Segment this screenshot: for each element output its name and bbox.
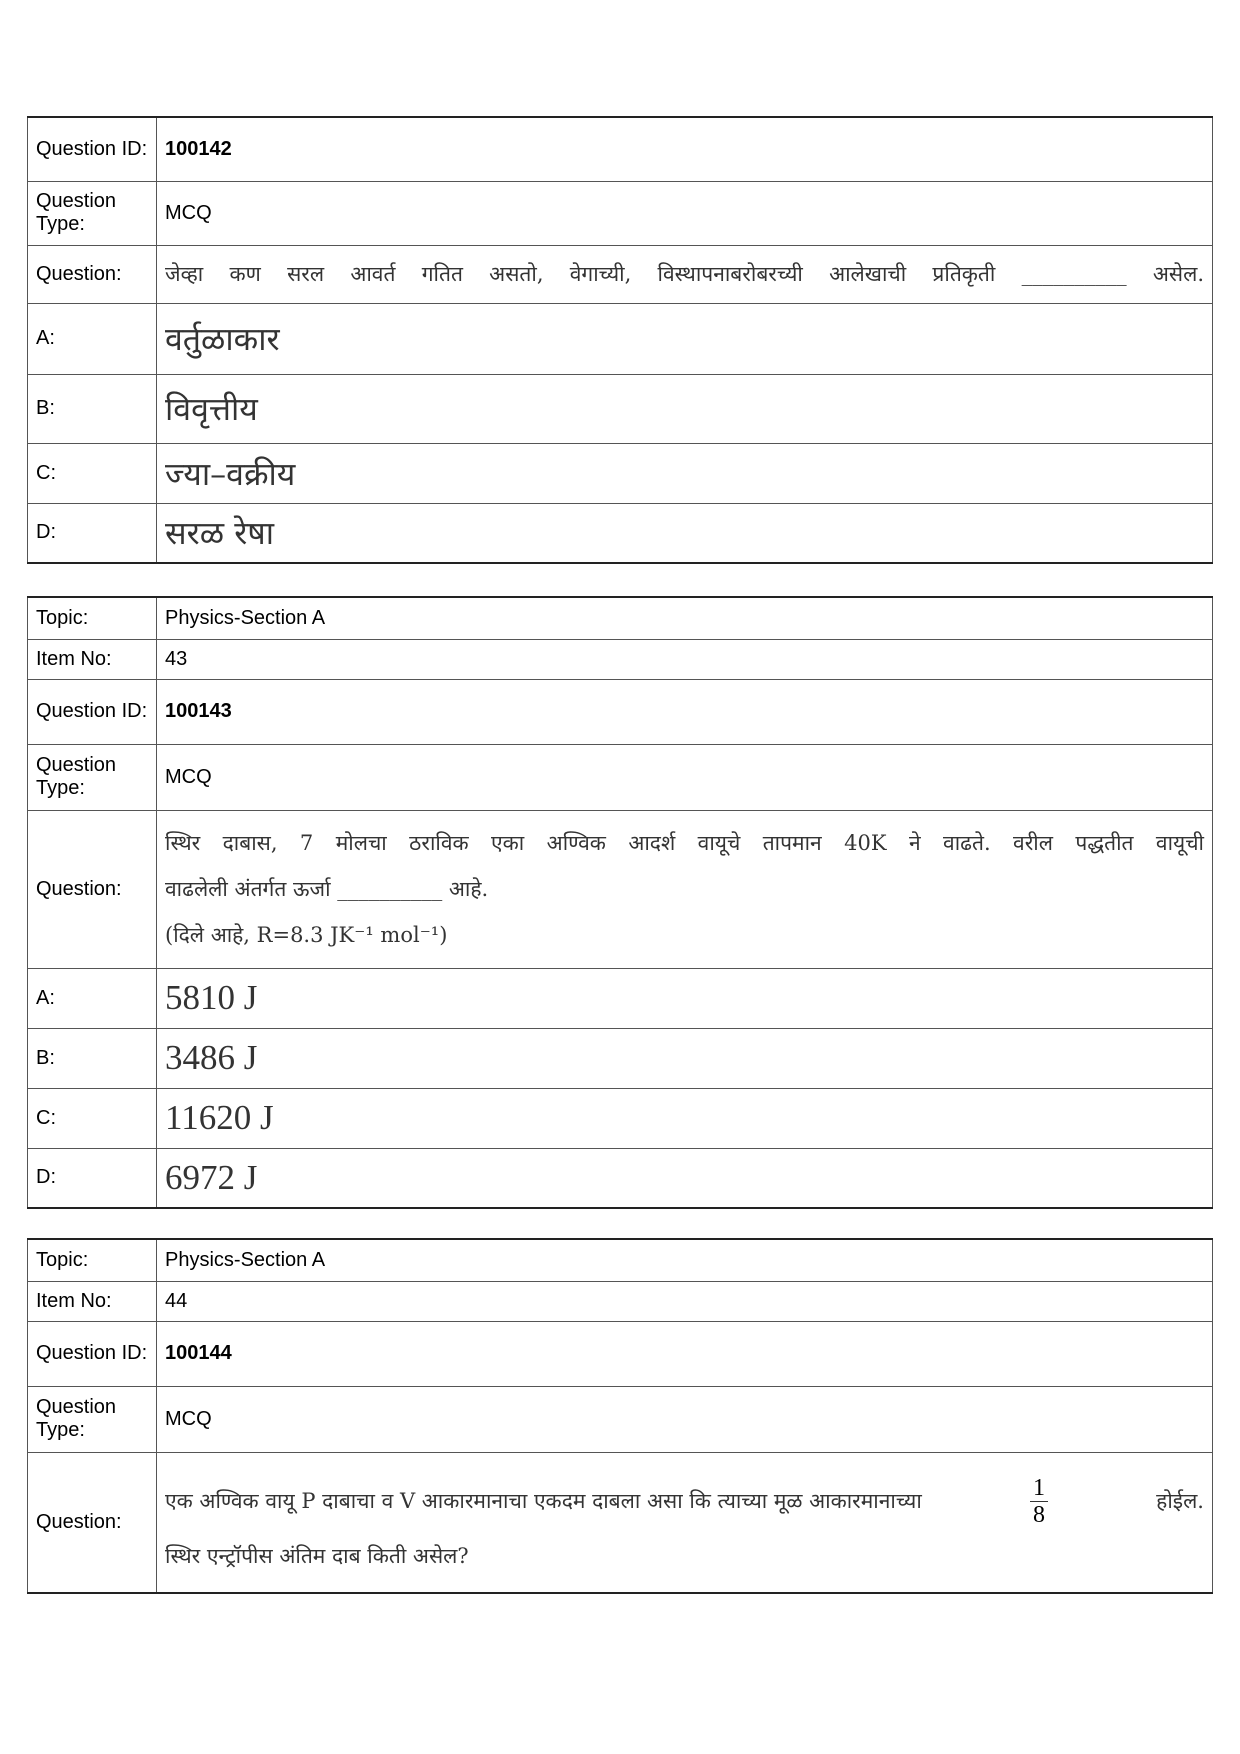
- question-id-label: Question ID:: [28, 1321, 157, 1386]
- option-a-text: 5810 J: [165, 978, 258, 1017]
- question-id-label: Question ID:: [28, 679, 157, 744]
- question-id-label: Question ID:: [28, 117, 157, 181]
- fraction-denominator: 8: [1032, 1501, 1045, 1528]
- option-d: [157, 1148, 1213, 1208]
- option-b-label: B:: [28, 374, 157, 443]
- option-c-label: C:: [28, 1088, 157, 1148]
- option-c-text: 11620 J: [165, 1098, 274, 1137]
- question-type-value: MCQ: [157, 744, 1213, 810]
- question-table-100142: [27, 116, 1213, 564]
- option-c-label: C:: [28, 443, 157, 503]
- question-text-line-1: [165, 1475, 1204, 1528]
- item-no-label: Item No:: [28, 1281, 157, 1321]
- question-text: [157, 1452, 1213, 1593]
- option-a-text: वर्तुळाकार: [165, 320, 280, 358]
- question-text-line-3: (दिले आहे, R=8.3 JK⁻¹ mol⁻¹): [165, 923, 448, 947]
- option-d-text: सरळ रेषा: [165, 514, 275, 553]
- item-no-label: Item No:: [28, 639, 157, 679]
- fraction-numerator: 1: [1030, 1475, 1048, 1502]
- question-text-line-1-after: होईल.: [1156, 1489, 1204, 1514]
- question-type-value: MCQ: [157, 181, 1213, 245]
- topic-label: Topic:: [28, 1239, 157, 1281]
- question-text: [157, 810, 1213, 968]
- question-type-value: MCQ: [157, 1386, 1213, 1452]
- topic-value: Physics-Section A: [157, 1239, 1213, 1281]
- option-b-text: विवृत्तीय: [165, 390, 258, 428]
- question-text-line-2: वाढलेली अंतर्गत ऊर्जा __________ आहे.: [165, 877, 489, 901]
- question-type-label: Question Type:: [28, 744, 157, 810]
- question-text-line-2: स्थिर एन्ट्रॉपीस अंतिम दाब किती असेल?: [165, 1543, 469, 1568]
- question-type-label: Question Type:: [28, 1386, 157, 1452]
- item-no-value: 43: [157, 639, 1213, 679]
- question-id-value: 100144: [157, 1321, 1213, 1386]
- question-table-100143: [27, 596, 1213, 1209]
- option-c: [157, 1088, 1213, 1148]
- item-no-value: 44: [157, 1281, 1213, 1321]
- question-id-value: 100142: [157, 117, 1213, 181]
- option-d-label: D:: [28, 1148, 157, 1208]
- option-b-label: B:: [28, 1028, 157, 1088]
- question-table-100144: [27, 1238, 1213, 1594]
- topic-value: Physics-Section A: [157, 597, 1213, 639]
- option-c-text: ज्या–वक्रीय: [165, 454, 296, 493]
- question-label: Question:: [28, 245, 157, 303]
- question-id-value: 100143: [157, 679, 1213, 744]
- option-b: [157, 374, 1213, 443]
- option-d: [157, 503, 1213, 563]
- option-b-text: 3486 J: [165, 1038, 258, 1077]
- option-a-label: A:: [28, 303, 157, 374]
- option-d-text: 6972 J: [165, 1157, 258, 1197]
- question-type-label: Question Type:: [28, 181, 157, 245]
- option-b: [157, 1028, 1213, 1088]
- option-a: [157, 968, 1213, 1028]
- question-label: Question:: [28, 810, 157, 968]
- question-text: [157, 245, 1213, 303]
- question-label: Question:: [28, 1452, 157, 1593]
- option-c: [157, 443, 1213, 503]
- question-text-line: जेव्हा कण सरल आवर्त गतित असतो, वेगाच्यी, विस्थापनाबरोबरच्यी आलेखाची प्रतिकृती __________ असेल.: [165, 262, 1204, 286]
- fraction-one-eighth: [1030, 1475, 1048, 1528]
- option-a-label: A:: [28, 968, 157, 1028]
- topic-label: Topic:: [28, 597, 157, 639]
- option-a: [157, 303, 1213, 374]
- option-d-label: D:: [28, 503, 157, 563]
- question-text-line-1-before: एक अण्विक वायू P दाबाचा व V आकारमानाचा एकदम दाबला असा कि त्याच्या मूळ आकारमानाच्या: [165, 1489, 922, 1514]
- question-text-line-1: स्थिर दाबास, 7 मोलचा ठराविक एका अण्विक आदर्श वायूचे तापमान 40K ने वाढते. वरील पद्धतीत वायूची: [165, 831, 1204, 855]
